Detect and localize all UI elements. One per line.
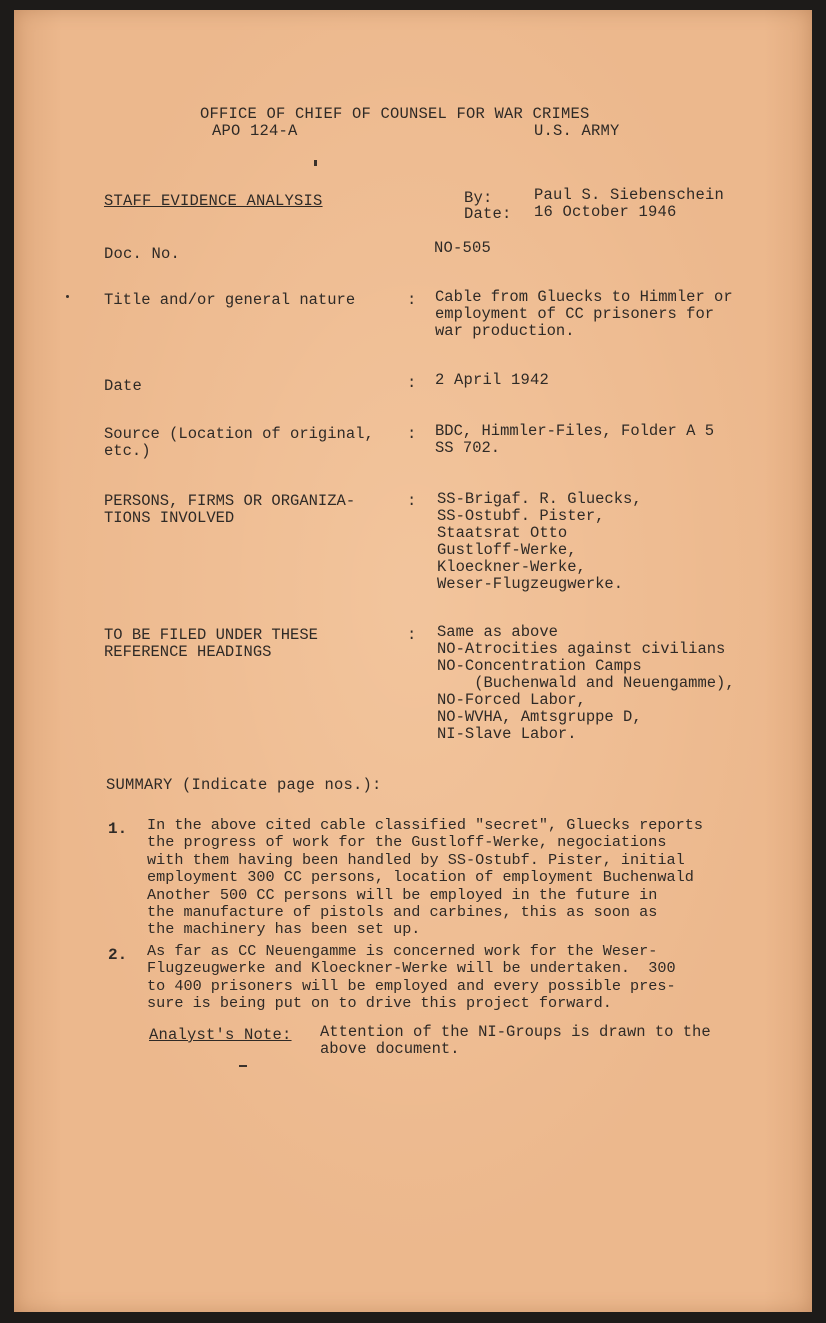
apo-number: APO 124-A	[212, 122, 298, 140]
filed-under-value: Same as above NO-Atrocities against civilians NO-Concentration Camps (Buchenwald and Neuengamme), NO-Forced Labor, NO-WVHA, Amtsgruppe D, NI-Slave Labor.	[437, 623, 735, 743]
ink-dash	[239, 1065, 247, 1067]
date-label: Date:	[464, 205, 512, 223]
persons-label: PERSONS, FIRMS OR ORGANIZA- TIONS INVOLVED	[104, 492, 356, 527]
source-colon: :	[407, 425, 417, 443]
date-colon: :	[407, 374, 417, 392]
by-label: By:	[464, 189, 493, 207]
document-date: 2 April 1942	[435, 371, 550, 389]
ink-speck	[314, 160, 317, 166]
doc-no-value: NO-505	[434, 239, 492, 257]
analyst-note-label: Analyst's Note:	[149, 1026, 292, 1044]
doc-no-label: Doc. No.	[104, 245, 181, 263]
persons-value: SS-Brigaf. R. Gluecks, SS-Ostubf. Pister, Staatsrat Otto Gustloff-Werke, Kloeckner-Werke, Weser-Flugzeugwerke.	[437, 490, 642, 593]
ink-dot	[66, 295, 69, 298]
summary-item-1-text: In the above cited cable classified "secret", Gluecks reports the progress of work for the Gustloff-Werke, negociations with them having been handled by SS-Ostubf. Pister, initial employment 300 CC persons, location of employment Buchenwald Another 500 CC persons will be employed in the future in the manufacture of pistols and carbines, this as soon as the machinery has been set up.	[147, 816, 703, 939]
army-label: U.S. ARMY	[534, 122, 620, 140]
office-title: OFFICE OF CHIEF OF COUNSEL FOR WAR CRIMES	[200, 105, 590, 123]
title-value: Cable from Gluecks to Himmler or employment of CC prisoners for war production.	[435, 288, 733, 340]
source-value: BDC, Himmler-Files, Folder A 5 SS 702.	[435, 422, 715, 457]
filed-colon: :	[407, 626, 417, 644]
summary-item-2-text: As far as CC Neuengamme is concerned work for the Weser- Flugzeugwerke and Kloeckner-Werke will be undertaken. 300 to 400 prisoners will be employed and every possible pres- sure is being put on to drive this project forward.	[147, 942, 676, 1013]
source-label: Source (Location of original, etc.)	[104, 425, 374, 460]
persons-colon: :	[407, 492, 417, 510]
summary-heading: SUMMARY (Indicate page nos.):	[106, 776, 382, 794]
date-field-label: Date	[104, 377, 143, 395]
document-page	[14, 10, 812, 1312]
filed-under-label: TO BE FILED UNDER THESE REFERENCE HEADINGS	[104, 626, 318, 661]
summary-item-2-number: 2.	[108, 946, 128, 964]
summary-item-1-number: 1.	[108, 820, 128, 838]
analyst-note-text: Attention of the NI-Groups is drawn to the above document.	[320, 1023, 711, 1058]
analyst-name: Paul S. Siebenschein	[534, 186, 725, 204]
staff-evidence-heading: STAFF EVIDENCE ANALYSIS	[104, 192, 323, 210]
analysis-date: 16 October 1946	[534, 203, 677, 221]
title-colon: :	[407, 291, 417, 309]
title-label: Title and/or general nature	[104, 291, 356, 309]
